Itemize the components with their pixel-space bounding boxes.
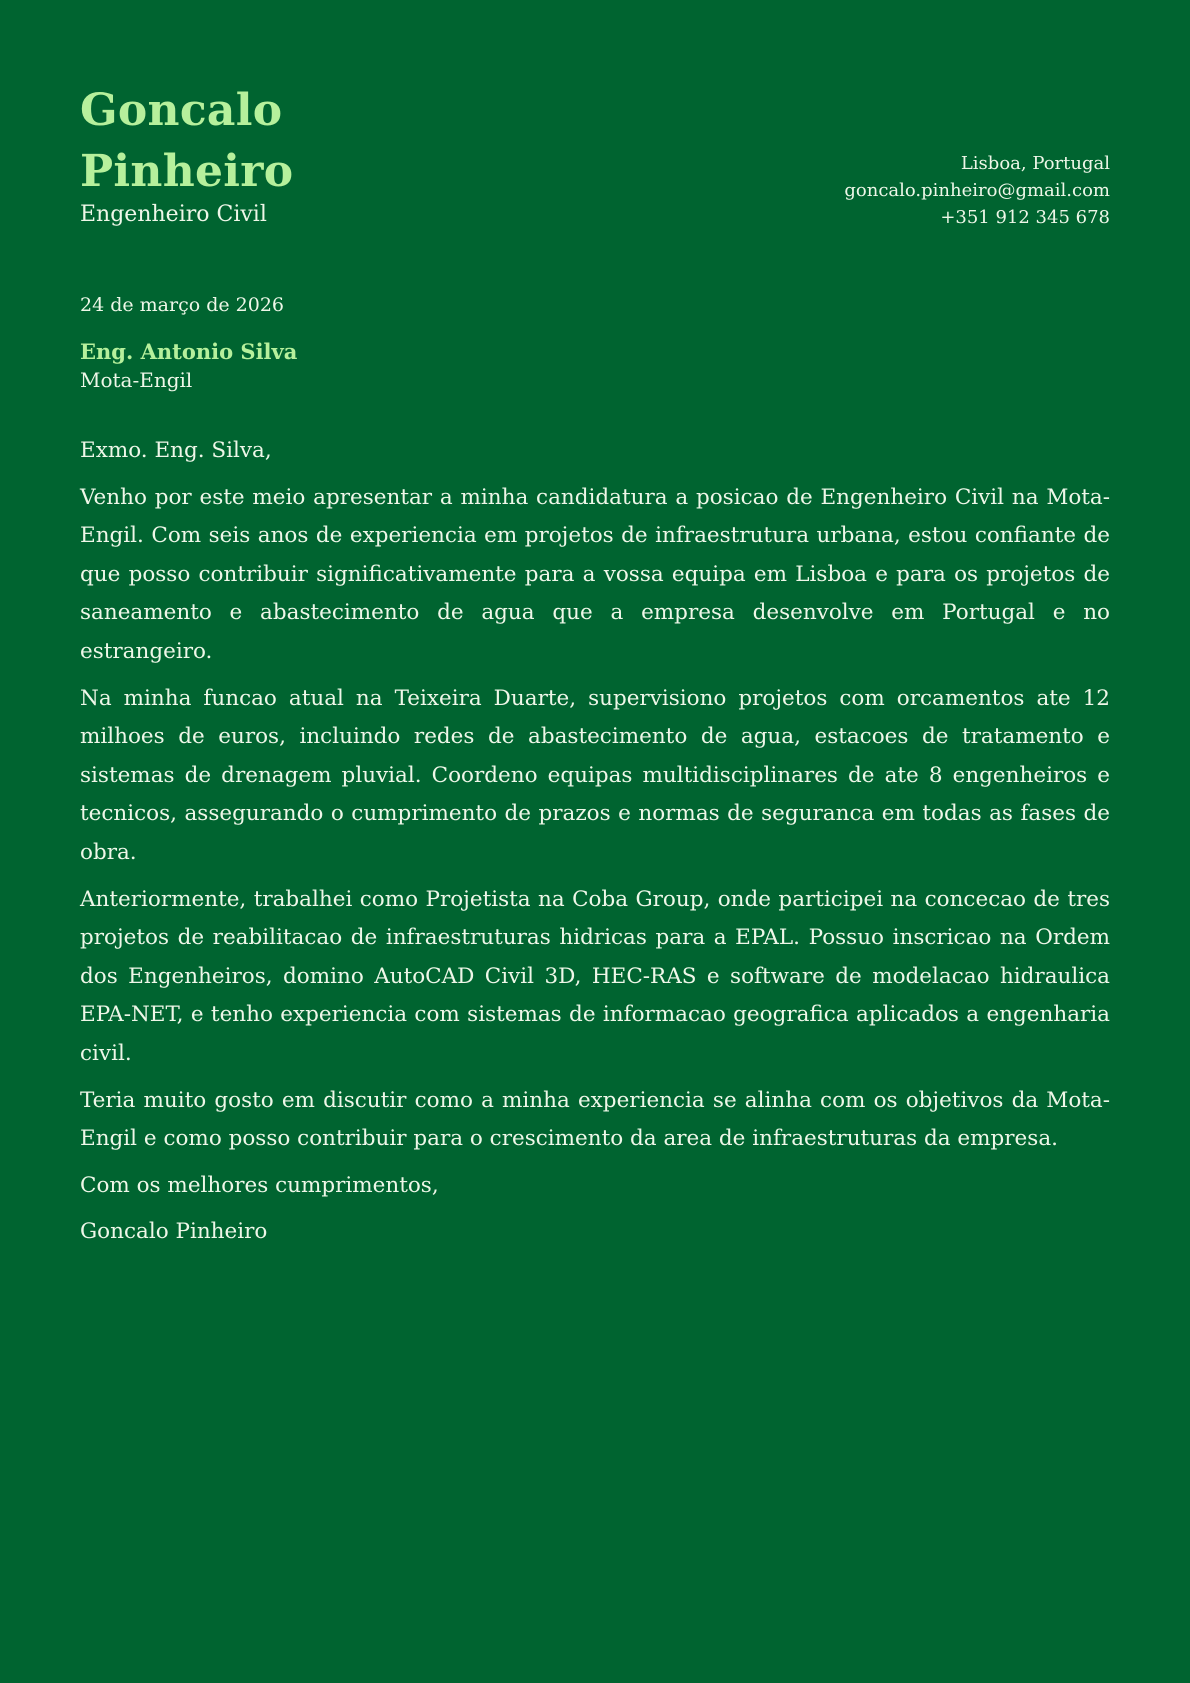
recipient-name: Eng. Antonio Silva	[80, 339, 298, 364]
letter-date: 24 de março de 2026	[80, 294, 285, 316]
contact-location: Lisboa, Portugal	[960, 153, 1110, 174]
body-paragraph-3: Anteriormente, trabalhei como Projetista na Coba Group, onde participei na concecao de tres projetos de reabilitacao de infraestruturas hidricas para a EPAL. Possuo inscricao na Ordem dos Engenheiros, domino AutoCAD Civil 3D, HEC-RAS e software de modelacao hidraulica EPA-NET, e tenho experiencia com sistemas de informacao geografica aplicados a engenharia civil.	[80, 886, 1110, 1066]
body-paragraph-2: Na minha funcao atual na Teixeira Duarte, supervisiono projetos com orcamentos ate 12 milhoes de euros, incluindo redes de abastecimento de agua, estacoes de tratamento e sistemas de drenagem pluvial. Coordeno equipas multidisciplinares de ate 8 engenheiros e tecnicos, assegurando o cumprimento de prazos e normas de seguranca em todas as fases de obra.	[80, 685, 1110, 865]
applicant-last-name: Pinheiro	[80, 146, 294, 197]
applicant-first-name: Goncalo	[80, 85, 283, 136]
contact-email[interactable]: goncalo.pinheiro@gmail.com	[844, 180, 1110, 201]
applicant-job-title: Engenheiro Civil	[80, 202, 267, 227]
cover-letter	[80, 80, 1110, 1245]
letter-header	[80, 80, 1110, 240]
closing: Com os melhores cumprimentos,	[80, 1172, 439, 1198]
body-paragraph-1: Venho por este meio apresentar a minha candidatura a posicao de Engenheiro Civil na Mota-Engil. Com seis anos de experiencia em projetos de infraestrutura urbana, estou confiante de que posso contribuir significativamente para a vossa equipa em Lisboa e para os projetos de saneamento e abastecimento de agua que a empresa desenvolve em Portugal e no estrangeiro.	[80, 484, 1110, 664]
letter-body	[80, 432, 1110, 1260]
contact-block	[844, 150, 1110, 231]
body-paragraph-4: Teria muito gosto em discutir como a minha experiencia se alinha com os objetivos da Mota-Engil e como posso contribuir para o crescimento da area de infraestruturas da empresa.	[80, 1087, 1110, 1152]
contact-phone[interactable]: +351 912 345 678	[940, 207, 1110, 228]
applicant-name	[80, 80, 293, 202]
signature: Goncalo Pinheiro	[80, 1219, 268, 1245]
salutation: Exmo. Eng. Silva,	[80, 438, 272, 463]
recipient-company: Mota-Engil	[80, 368, 193, 392]
